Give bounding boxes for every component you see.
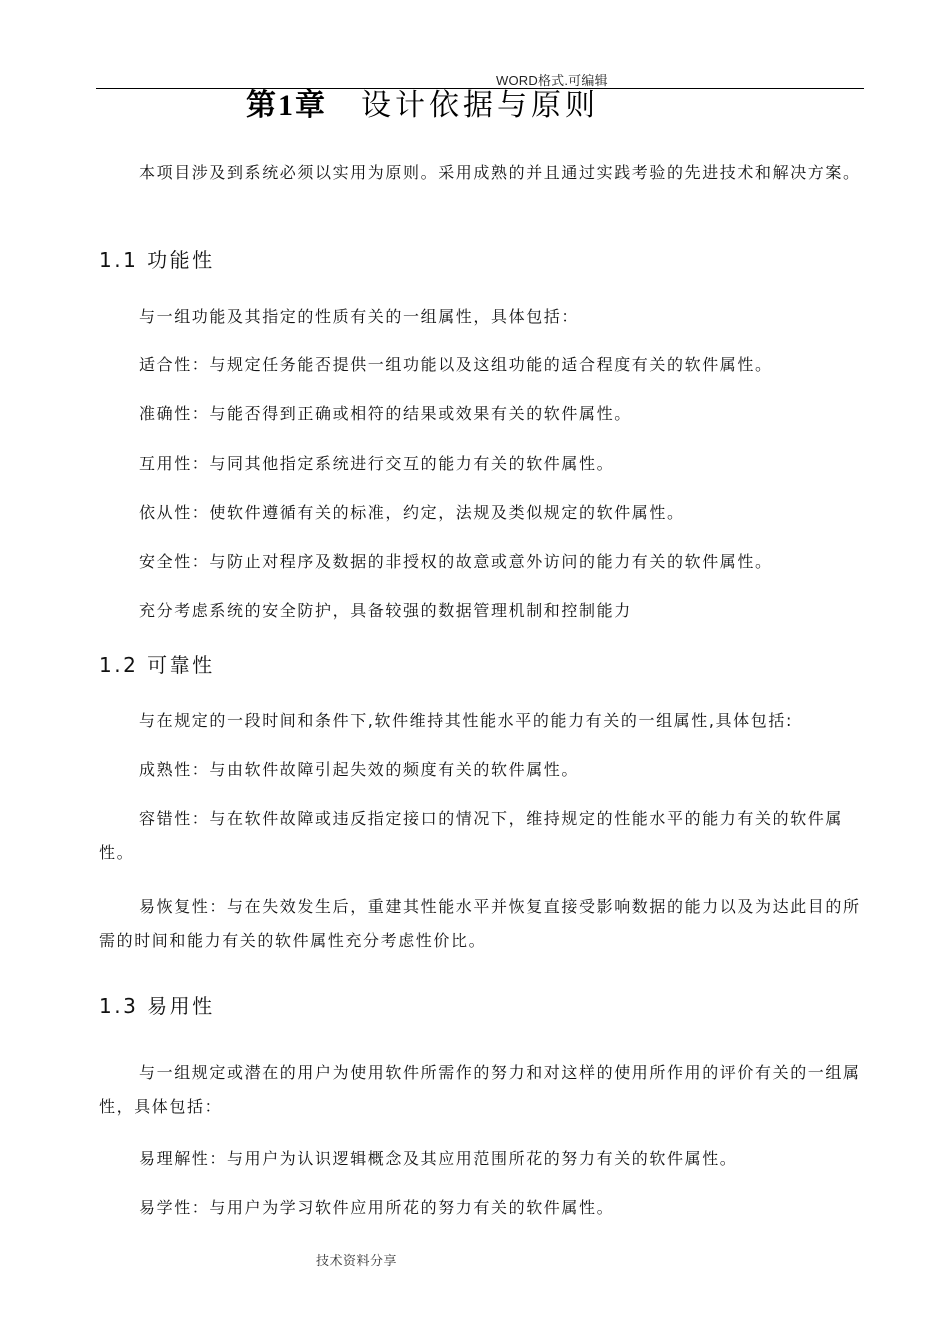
paragraph: 充分考虑系统的安全防护，具备较强的数据管理机制和控制能力 [139,601,632,620]
paragraph: 依从性：使软件遵循有关的标准，约定，法规及类似规定的软件属性。 [139,503,685,522]
section-heading-usability: 1.3 易用性 [99,994,215,1018]
paragraph: 易理解性：与用户为认识逻辑概念及其应用范围所花的努力有关的软件属性。 [139,1149,738,1168]
section-heading-functionality: 1.1 功能性 [99,248,215,272]
paragraph: 安全性：与防止对程序及数据的非授权的故意或意外访问的能力有关的软件属性。 [139,552,773,571]
page-header-text: WORD格式.可编辑 [496,73,608,88]
paragraph: 容错性：与在软件故障或违反指定接口的情况下，维持规定的性能水平的能力有关的软件属性。 [99,809,844,862]
paragraph: 互用性：与同其他指定系统进行交互的能力有关的软件属性。 [139,454,615,473]
chapter-name: 设计依据与原则 [361,88,599,123]
paragraph: 适合性：与规定任务能否提供一组功能以及这组功能的适合程度有关的软件属性。 [139,355,773,374]
paragraph: 易恢复性：与在失效发生后，重建其性能水平并恢复直接受影响数据的能力以及为达此目的所需的时间和能力有关的软件属性充分考虑性价比。 [99,897,861,950]
paragraph: 与一组规定或潜在的用户为使用软件所需作的努力和对这样的使用所作用的评价有关的一组属性，具体包括： [99,1063,861,1116]
chapter-title [246,80,599,124]
section-heading-reliability: 1.2 可靠性 [99,653,215,677]
paragraph: 与在规定的一段时间和条件下,软件维持其性能水平的能力有关的一组属性,具体包括: [139,711,793,730]
paragraph: 与一组功能及其指定的性质有关的一组属性，具体包括： [139,307,580,326]
paragraph: 易学性：与用户为学习软件应用所花的努力有关的软件属性。 [139,1198,615,1217]
chapter-number: 第1章 [246,89,327,122]
paragraph: 准确性：与能否得到正确或相符的结果或效果有关的软件属性。 [139,404,632,423]
paragraph: 成熟性：与由软件故障引起失效的频度有关的软件属性。 [139,760,580,779]
page-footer-text: 技术资料分享 [316,1254,398,1269]
intro-paragraph: 本项目涉及到系统必须以实用为原则。采用成熟的并且通过实践考验的先进技术和解决方案。 [139,163,861,182]
